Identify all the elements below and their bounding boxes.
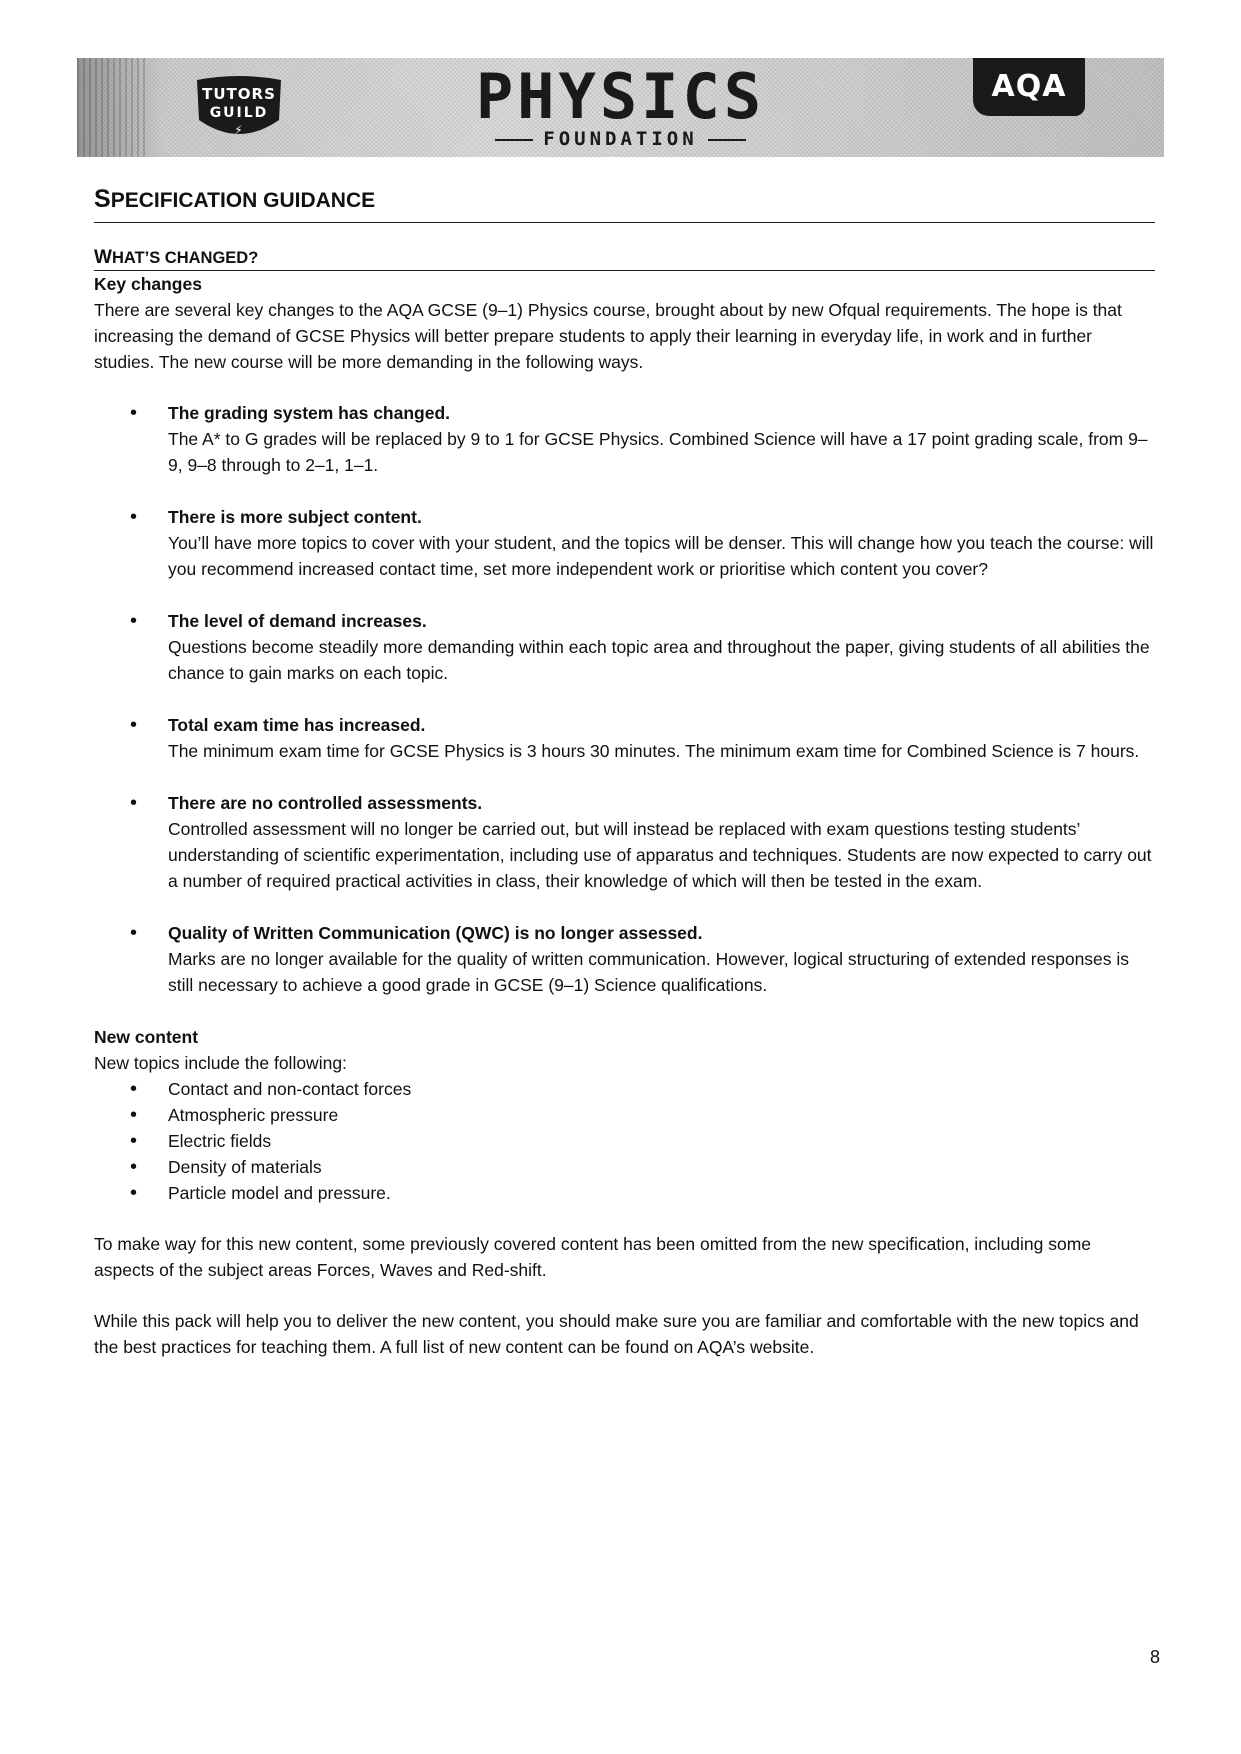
list-item bbox=[168, 920, 1155, 998]
omitted-content-paragraph: To make way for this new content, some previously covered content has been omitted from the new specification, including some aspects of the subject areas Forces, Waves and Red-shift. bbox=[94, 1234, 1092, 1280]
list-item bbox=[168, 504, 1155, 582]
header-banner bbox=[77, 58, 1164, 157]
list-item: • Atmospheric pressure bbox=[168, 1102, 1155, 1128]
logo-line-2: GUILD bbox=[209, 105, 269, 121]
subtitle-rule-left bbox=[495, 139, 533, 141]
subtitle-rule-right bbox=[708, 139, 746, 141]
page-number: 8 bbox=[1149, 1647, 1160, 1667]
list-item-desc: The minimum exam time for GCSE Physics is 3 hours 30 minutes. The minimum exam time for Combined Science is 7 hours. bbox=[168, 741, 1140, 761]
logo-line-1: TUTORS bbox=[202, 85, 276, 103]
section-title: SPECIFICATION GUIDANCE bbox=[94, 184, 1155, 223]
new-topics-list bbox=[94, 1076, 1155, 1206]
page-content bbox=[94, 180, 1155, 1360]
list-item-desc: The A* to G grades will be replaced by 9 to 1 for GCSE Physics. Combined Science will have a 17 point grading scale, from 9–9, 9–8 through to 2–1, 1–1. bbox=[168, 429, 1148, 475]
list-item-title: • There is more subject content. bbox=[168, 507, 422, 527]
aqa-badge: AQA bbox=[973, 58, 1085, 116]
list-item: • Electric fields bbox=[168, 1128, 1155, 1154]
list-item bbox=[168, 400, 1155, 478]
list-item bbox=[168, 608, 1155, 686]
list-item bbox=[168, 790, 1155, 894]
list-item-title: • Total exam time has increased. bbox=[168, 715, 426, 735]
list-item: • Contact and non-contact forces bbox=[168, 1076, 1155, 1102]
list-item-desc: Questions become steadily more demanding within each topic area and throughout the paper, giving students of all abilities the chance to gain marks on each topic. bbox=[168, 637, 1150, 683]
list-item-title: • Quality of Written Communication (QWC) is no longer assessed. bbox=[168, 923, 703, 943]
key-changes-heading: Key changes bbox=[94, 274, 202, 294]
list-item: • Particle model and pressure. bbox=[168, 1180, 1155, 1206]
list-item bbox=[168, 712, 1155, 764]
spacer bbox=[94, 375, 1155, 400]
key-changes-intro: There are several key changes to the AQA GCSE (9–1) Physics course, brought about by new Ofqual requirements. The hope is that increasing the demand of GCSE Physics will better prepare students to apply their learning in everyday life, in work and in further studies. The new course will be more demanding in the following ways. bbox=[94, 300, 1122, 372]
banner-subtitle-row bbox=[77, 128, 1164, 150]
list-item-desc: Controlled assessment will no longer be carried out, but will instead be replaced with exam questions testing students’ understanding of scientific experimentation, including use of apparatus and techniques. Students are now expected to carry out a number of required practical activities in class, their knowledge of which will then be tested in the exam. bbox=[168, 819, 1152, 891]
list-item-title: • There are no controlled assessments. bbox=[168, 793, 483, 813]
banner-subtitle: FOUNDATION bbox=[543, 128, 698, 150]
new-content-intro: New topics include the following: bbox=[94, 1053, 347, 1073]
closing-paragraph: While this pack will help you to deliver the new content, you should make sure you are familiar and comfortable with the new topics and the best practices for teaching them. A full list of new content can be found on AQA’s website. bbox=[94, 1311, 1139, 1357]
list-item-title: • The grading system has changed. bbox=[168, 403, 451, 423]
key-changes-list bbox=[94, 400, 1155, 998]
subsection-title: WHAT’S CHANGED? bbox=[94, 247, 1155, 271]
spacer bbox=[94, 1206, 1155, 1231]
list-item-desc: Marks are no longer available for the quality of written communication. However, logical structuring of extended responses is still necessary to achieve a good grade in GCSE (9–1) Science qualifications. bbox=[168, 949, 1130, 995]
lightning-icon: ⚡ bbox=[234, 123, 244, 137]
new-content-heading: New content bbox=[94, 1027, 199, 1047]
banner-title: PHYSICS bbox=[475, 60, 766, 133]
list-item: • Density of materials bbox=[168, 1154, 1155, 1180]
list-item-desc: You’ll have more topics to cover with your student, and the topics will be denser. This will change how you teach the course: will you recommend increased contact time, set more independent work or prioritise which content you cover? bbox=[168, 533, 1154, 579]
list-item-title: • The level of demand increases. bbox=[168, 611, 427, 631]
spacer bbox=[94, 1283, 1155, 1308]
